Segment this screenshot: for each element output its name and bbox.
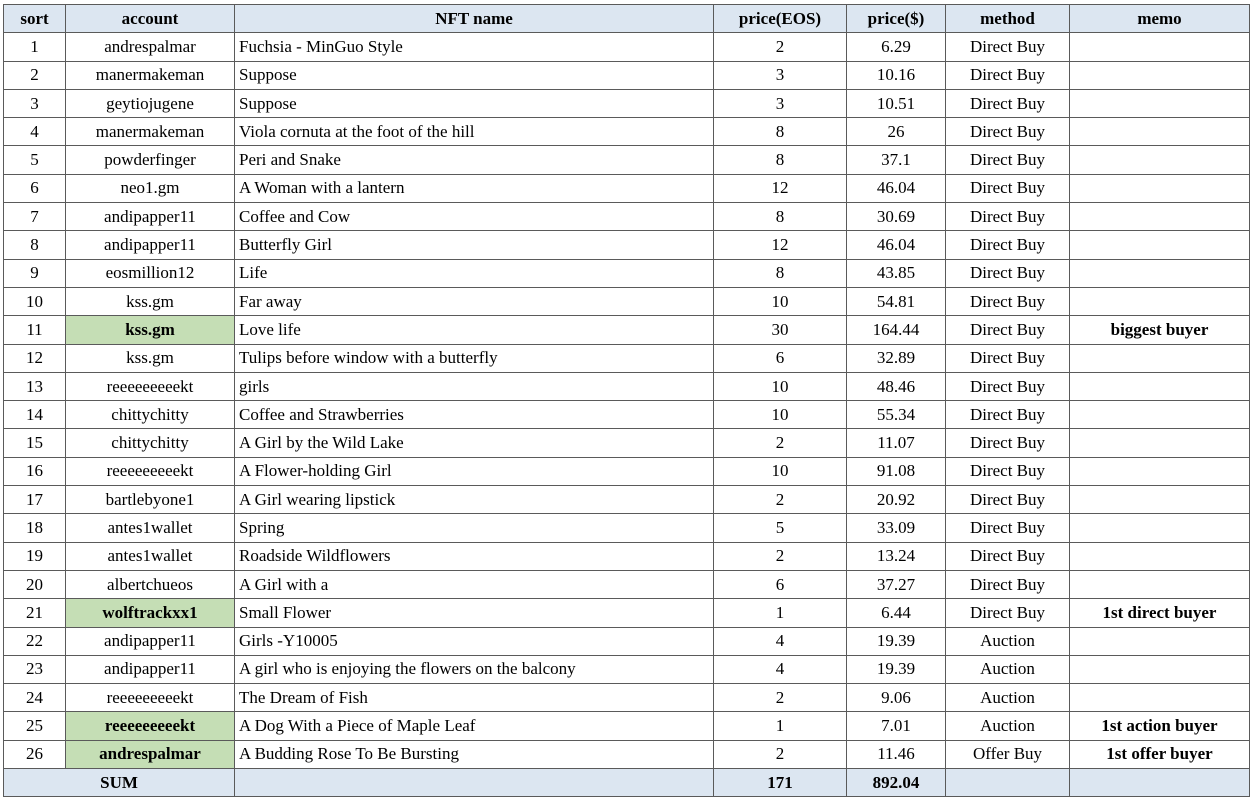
cell-sort: 15	[4, 429, 66, 457]
cell-nft-name: Spring	[235, 514, 714, 542]
col-header-account: account	[66, 5, 235, 33]
cell-nft-name: Life	[235, 259, 714, 287]
cell-price-usd: 10.16	[847, 61, 946, 89]
cell-memo	[1070, 231, 1250, 259]
cell-account: antes1wallet	[66, 514, 235, 542]
cell-account: neo1.gm	[66, 174, 235, 202]
cell-method: Direct Buy	[946, 287, 1070, 315]
cell-price-usd: 91.08	[847, 457, 946, 485]
cell-method: Direct Buy	[946, 146, 1070, 174]
cell-sort: 5	[4, 146, 66, 174]
cell-method: Direct Buy	[946, 542, 1070, 570]
cell-nft-name: Girls -Y10005	[235, 627, 714, 655]
cell-method: Direct Buy	[946, 486, 1070, 514]
cell-nft-name: The Dream of Fish	[235, 684, 714, 712]
cell-sort: 10	[4, 287, 66, 315]
cell-memo	[1070, 684, 1250, 712]
cell-price-usd: 48.46	[847, 372, 946, 400]
cell-method: Auction	[946, 712, 1070, 740]
cell-method: Direct Buy	[946, 231, 1070, 259]
col-header-price-eos: price(EOS)	[714, 5, 847, 33]
cell-price-usd: 43.85	[847, 259, 946, 287]
header-row	[4, 5, 1250, 33]
cell-account: manermakeman	[66, 61, 235, 89]
cell-sort: 18	[4, 514, 66, 542]
cell-price-eos: 2	[714, 740, 847, 768]
table-row	[4, 89, 1250, 117]
cell-nft-name: Roadside Wildflowers	[235, 542, 714, 570]
cell-account: andipapper11	[66, 655, 235, 683]
cell-account: reeeeeeeeekt	[66, 712, 235, 740]
cell-sort: 12	[4, 344, 66, 372]
sum-label: SUM	[4, 769, 235, 797]
cell-price-eos: 8	[714, 203, 847, 231]
cell-nft-name: A girl who is enjoying the flowers on the balcony	[235, 655, 714, 683]
cell-memo	[1070, 344, 1250, 372]
cell-price-usd: 37.1	[847, 146, 946, 174]
cell-price-eos: 6	[714, 344, 847, 372]
cell-account: powderfinger	[66, 146, 235, 174]
cell-memo	[1070, 118, 1250, 146]
cell-price-eos: 5	[714, 514, 847, 542]
cell-price-eos: 30	[714, 316, 847, 344]
cell-price-usd: 13.24	[847, 542, 946, 570]
cell-price-usd: 10.51	[847, 89, 946, 117]
table-row	[4, 627, 1250, 655]
table-row	[4, 542, 1250, 570]
col-header-method: method	[946, 5, 1070, 33]
cell-sort: 2	[4, 61, 66, 89]
table-row	[4, 203, 1250, 231]
table-row	[4, 712, 1250, 740]
cell-price-usd: 9.06	[847, 684, 946, 712]
cell-account: andrespalmar	[66, 740, 235, 768]
cell-method: Direct Buy	[946, 174, 1070, 202]
cell-account: andipapper11	[66, 231, 235, 259]
cell-price-usd: 6.29	[847, 33, 946, 61]
cell-method: Direct Buy	[946, 599, 1070, 627]
cell-price-eos: 12	[714, 231, 847, 259]
sum-memo-empty	[1070, 769, 1250, 797]
cell-sort: 14	[4, 401, 66, 429]
cell-method: Direct Buy	[946, 203, 1070, 231]
cell-memo	[1070, 514, 1250, 542]
table-row	[4, 287, 1250, 315]
cell-price-eos: 8	[714, 118, 847, 146]
cell-sort: 8	[4, 231, 66, 259]
cell-method: Direct Buy	[946, 61, 1070, 89]
cell-price-eos: 8	[714, 146, 847, 174]
cell-price-usd: 7.01	[847, 712, 946, 740]
cell-price-eos: 2	[714, 684, 847, 712]
cell-account: andipapper11	[66, 627, 235, 655]
table-row	[4, 429, 1250, 457]
cell-price-eos: 6	[714, 570, 847, 598]
cell-price-eos: 3	[714, 61, 847, 89]
cell-memo	[1070, 287, 1250, 315]
cell-nft-name: Small Flower	[235, 599, 714, 627]
cell-account: manermakeman	[66, 118, 235, 146]
cell-price-usd: 164.44	[847, 316, 946, 344]
cell-sort: 6	[4, 174, 66, 202]
cell-method: Direct Buy	[946, 316, 1070, 344]
cell-account: andrespalmar	[66, 33, 235, 61]
cell-price-usd: 46.04	[847, 174, 946, 202]
cell-price-usd: 11.46	[847, 740, 946, 768]
cell-price-eos: 4	[714, 627, 847, 655]
cell-price-eos: 12	[714, 174, 847, 202]
cell-price-usd: 20.92	[847, 486, 946, 514]
cell-nft-name: Love life	[235, 316, 714, 344]
cell-price-eos: 8	[714, 259, 847, 287]
cell-sort: 1	[4, 33, 66, 61]
cell-price-usd: 6.44	[847, 599, 946, 627]
cell-memo	[1070, 89, 1250, 117]
cell-nft-name: Suppose	[235, 89, 714, 117]
cell-memo	[1070, 457, 1250, 485]
cell-account: albertchueos	[66, 570, 235, 598]
cell-price-usd: 19.39	[847, 627, 946, 655]
table-row	[4, 599, 1250, 627]
cell-memo	[1070, 203, 1250, 231]
cell-price-usd: 32.89	[847, 344, 946, 372]
cell-sort: 19	[4, 542, 66, 570]
table-row	[4, 457, 1250, 485]
cell-nft-name: Butterfly Girl	[235, 231, 714, 259]
table-row	[4, 146, 1250, 174]
cell-price-eos: 3	[714, 89, 847, 117]
cell-account: reeeeeeeeekt	[66, 457, 235, 485]
cell-price-eos: 10	[714, 457, 847, 485]
cell-method: Direct Buy	[946, 33, 1070, 61]
cell-nft-name: A Budding Rose To Be Bursting	[235, 740, 714, 768]
cell-nft-name: A Girl with a	[235, 570, 714, 598]
cell-memo	[1070, 401, 1250, 429]
cell-account: kss.gm	[66, 287, 235, 315]
cell-sort: 3	[4, 89, 66, 117]
col-header-price-usd: price($)	[847, 5, 946, 33]
sum-method-empty	[946, 769, 1070, 797]
cell-price-usd: 19.39	[847, 655, 946, 683]
cell-method: Direct Buy	[946, 372, 1070, 400]
cell-memo	[1070, 429, 1250, 457]
cell-nft-name: girls	[235, 372, 714, 400]
table-row	[4, 344, 1250, 372]
cell-memo: 1st action buyer	[1070, 712, 1250, 740]
cell-sort: 23	[4, 655, 66, 683]
sum-price-eos: 171	[714, 769, 847, 797]
cell-price-usd: 30.69	[847, 203, 946, 231]
col-header-sort: sort	[4, 5, 66, 33]
cell-nft-name: Peri and Snake	[235, 146, 714, 174]
cell-memo: biggest buyer	[1070, 316, 1250, 344]
cell-method: Direct Buy	[946, 401, 1070, 429]
sum-row	[4, 769, 1250, 797]
cell-nft-name: A Girl wearing lipstick	[235, 486, 714, 514]
cell-method: Direct Buy	[946, 429, 1070, 457]
cell-price-usd: 55.34	[847, 401, 946, 429]
cell-nft-name: A Flower-holding Girl	[235, 457, 714, 485]
cell-account: chittychitty	[66, 401, 235, 429]
table-row	[4, 486, 1250, 514]
cell-memo	[1070, 655, 1250, 683]
cell-price-usd: 33.09	[847, 514, 946, 542]
cell-memo	[1070, 33, 1250, 61]
cell-price-eos: 2	[714, 542, 847, 570]
cell-method: Direct Buy	[946, 457, 1070, 485]
cell-memo	[1070, 542, 1250, 570]
cell-memo	[1070, 174, 1250, 202]
cell-nft-name: Fuchsia - MinGuo Style	[235, 33, 714, 61]
cell-sort: 20	[4, 570, 66, 598]
table-row	[4, 514, 1250, 542]
table-row	[4, 684, 1250, 712]
cell-nft-name: Coffee and Cow	[235, 203, 714, 231]
cell-sort: 7	[4, 203, 66, 231]
cell-sort: 17	[4, 486, 66, 514]
cell-sort: 21	[4, 599, 66, 627]
cell-account: wolftrackxx1	[66, 599, 235, 627]
cell-account: reeeeeeeeekt	[66, 684, 235, 712]
cell-sort: 9	[4, 259, 66, 287]
cell-price-eos: 2	[714, 429, 847, 457]
sum-price-usd: 892.04	[847, 769, 946, 797]
table-row	[4, 174, 1250, 202]
cell-method: Offer Buy	[946, 740, 1070, 768]
cell-price-usd: 54.81	[847, 287, 946, 315]
cell-memo	[1070, 372, 1250, 400]
cell-method: Direct Buy	[946, 89, 1070, 117]
cell-memo	[1070, 259, 1250, 287]
cell-account: chittychitty	[66, 429, 235, 457]
cell-sort: 11	[4, 316, 66, 344]
table-row	[4, 316, 1250, 344]
cell-price-usd: 37.27	[847, 570, 946, 598]
cell-memo	[1070, 61, 1250, 89]
cell-price-eos: 10	[714, 401, 847, 429]
table-body	[4, 33, 1250, 769]
cell-method: Auction	[946, 627, 1070, 655]
table-footer	[4, 769, 1250, 797]
cell-sort: 13	[4, 372, 66, 400]
cell-method: Direct Buy	[946, 118, 1070, 146]
cell-nft-name: Tulips before window with a butterfly	[235, 344, 714, 372]
cell-nft-name: Far away	[235, 287, 714, 315]
cell-memo: 1st offer buyer	[1070, 740, 1250, 768]
cell-account: reeeeeeeeekt	[66, 372, 235, 400]
cell-memo: 1st direct buyer	[1070, 599, 1250, 627]
cell-account: andipapper11	[66, 203, 235, 231]
cell-sort: 4	[4, 118, 66, 146]
cell-method: Auction	[946, 684, 1070, 712]
cell-method: Direct Buy	[946, 259, 1070, 287]
cell-price-eos: 1	[714, 712, 847, 740]
cell-method: Direct Buy	[946, 570, 1070, 598]
cell-memo	[1070, 627, 1250, 655]
sum-name-empty	[235, 769, 714, 797]
col-header-nft-name: NFT name	[235, 5, 714, 33]
cell-sort: 25	[4, 712, 66, 740]
table-header	[4, 5, 1250, 33]
table-row	[4, 61, 1250, 89]
cell-method: Direct Buy	[946, 514, 1070, 542]
cell-price-usd: 26	[847, 118, 946, 146]
cell-sort: 24	[4, 684, 66, 712]
table-row	[4, 118, 1250, 146]
table-row	[4, 401, 1250, 429]
cell-memo	[1070, 146, 1250, 174]
cell-sort: 26	[4, 740, 66, 768]
table-row	[4, 372, 1250, 400]
col-header-memo: memo	[1070, 5, 1250, 33]
cell-price-eos: 10	[714, 372, 847, 400]
cell-price-eos: 2	[714, 486, 847, 514]
cell-nft-name: A Dog With a Piece of Maple Leaf	[235, 712, 714, 740]
cell-account: geytiojugene	[66, 89, 235, 117]
cell-nft-name: A Woman with a lantern	[235, 174, 714, 202]
cell-nft-name: Suppose	[235, 61, 714, 89]
table-row	[4, 740, 1250, 768]
cell-nft-name: Coffee and Strawberries	[235, 401, 714, 429]
table-row	[4, 231, 1250, 259]
cell-sort: 16	[4, 457, 66, 485]
cell-account: bartlebyone1	[66, 486, 235, 514]
nft-sales-table	[3, 4, 1250, 797]
table-row	[4, 570, 1250, 598]
cell-sort: 22	[4, 627, 66, 655]
cell-price-eos: 2	[714, 33, 847, 61]
cell-price-usd: 11.07	[847, 429, 946, 457]
cell-price-eos: 10	[714, 287, 847, 315]
table-row	[4, 33, 1250, 61]
table-row	[4, 259, 1250, 287]
cell-price-eos: 4	[714, 655, 847, 683]
cell-memo	[1070, 486, 1250, 514]
cell-account: kss.gm	[66, 316, 235, 344]
cell-memo	[1070, 570, 1250, 598]
cell-nft-name: Viola cornuta at the foot of the hill	[235, 118, 714, 146]
cell-account: eosmillion12	[66, 259, 235, 287]
table-row	[4, 655, 1250, 683]
cell-price-usd: 46.04	[847, 231, 946, 259]
cell-price-eos: 1	[714, 599, 847, 627]
cell-account: kss.gm	[66, 344, 235, 372]
cell-method: Direct Buy	[946, 344, 1070, 372]
cell-method: Auction	[946, 655, 1070, 683]
cell-account: antes1wallet	[66, 542, 235, 570]
cell-nft-name: A Girl by the Wild Lake	[235, 429, 714, 457]
